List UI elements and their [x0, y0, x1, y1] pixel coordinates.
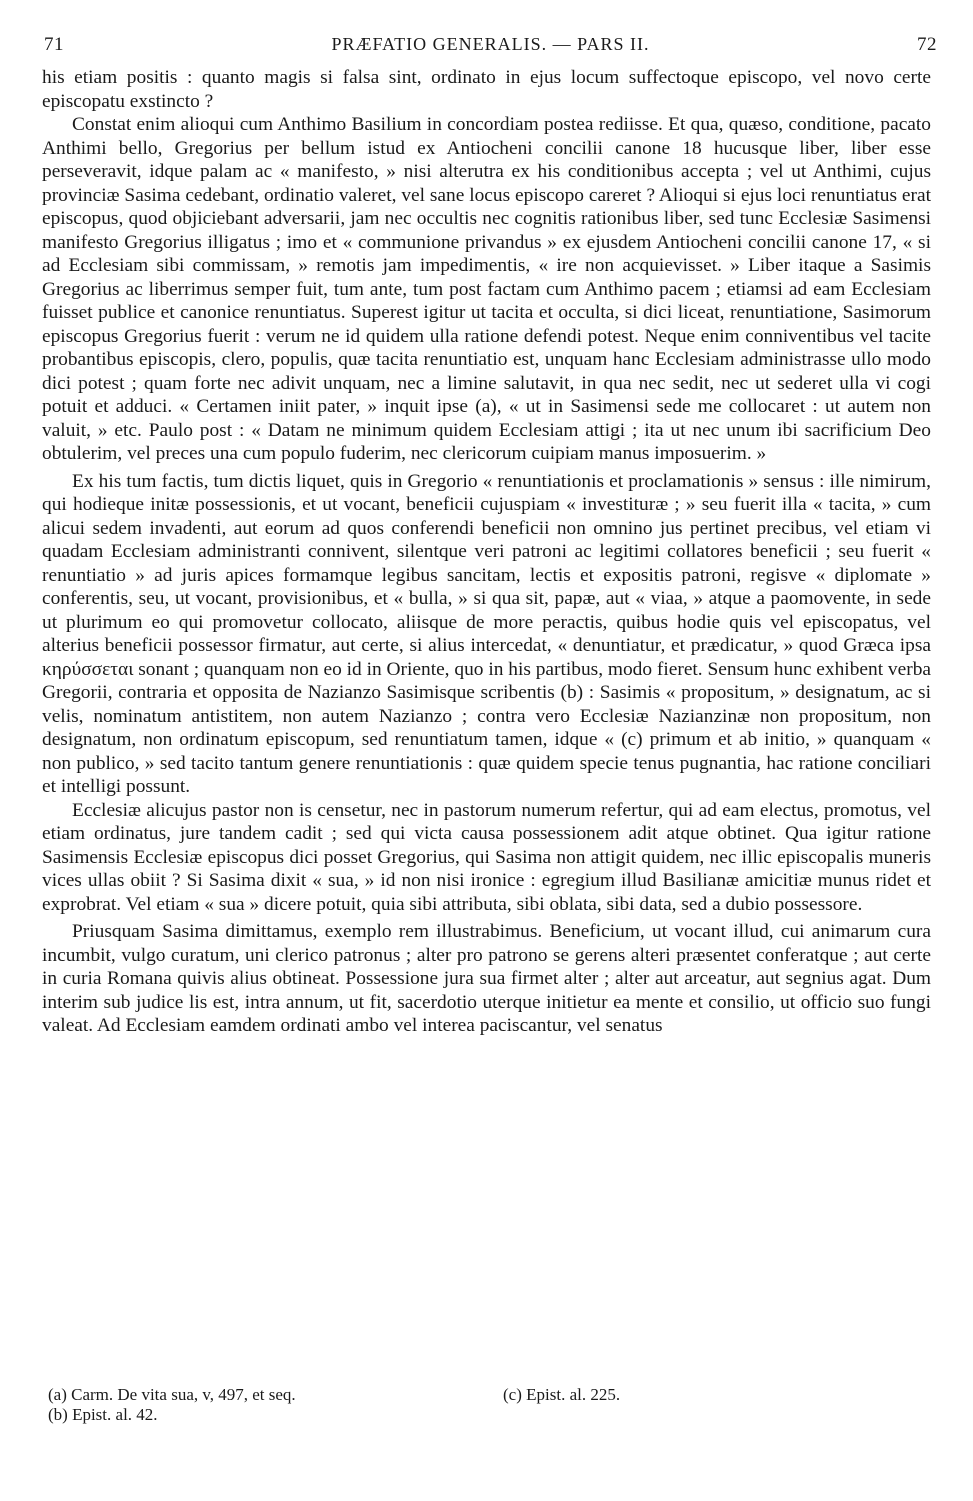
- footnote-c: (c) Epist. al. 225.: [503, 1385, 621, 1404]
- paragraph: Constat enim alioqui cum Anthimo Basilium in concordiam postea rediisse. Et qua, quæso, conditione, pacato Anthimi bello, Gregorius per bellum istud ex Antiocheni concilii canone 18 hucusque liber, liber esse perseveravit, idque palam ac « manifesto, » nisi alterutra ex his conditionibus accepta ; vel ut Anthimi, cujus provinciæ Sasima cedebant, ordinatio valeret, vel sane locus episcopo careret ? Alioqui si ejus loci renuntiatus erat episcopus, quod objiciebant adversarii, jam nec occultis nec cognitis rationibus liber, sed tunc Ecclesiæ Sasimensi manifesto Gregorius illigatus ; imo et « communione privandus » ex ejusdem Antiocheni concilii canone 17, « si ad Ecclesiam sibi commissam, » remotis jam impedimentis, « ire non acquievisset. » Liber itaque a Sasimis Gregorius ac liberrimus semper fuit, tum ante, tum post factam cum Anthimo pacem ; etiamsi ad eam Ecclesiam fuisset publice et canonice renuntiatus. Superest igitur ut tacita et occulta, si dici liceat, renuntiatione, Sasimorum episcopus Gregorius fuerit : verum ne id quidem ulla ratione defendi potest. Neque enim conniventibus vel tacite probantibus episcopis, clero, populis, quæ tacita renuntiatio est, unquam hanc Ecclesiam administrasse ullo modo dici potest ; quam forte nec adivit unquam, nec a limine salutavit, in qua nec sedit, nec ut sederet ulla vi cogi potuit et adduci. « Certamen iniit pater, » inquit ipse (a), « ut in Sasimensi sede me collocaret : ut autem non valuit, » etc. Paulo post : « Datam ne minimum quidem Ecclesiam attigi ; ita ut nec unum ibi sacrificium Deo obtulerim, vel preces una cum populo fuderim, nec clericorum cuipiam manus imposuerim. »: [42, 114, 931, 464]
- paragraph: Ecclesiæ alicujus pastor non is censetur, nec in pastorum numerum refertur, qui ad eam electus, promotus, vel etiam ordinatus, jure tandem cadit ; sed qui victa causa possessionem adit atque obtinet. Qua igitur ratione Sasimensis Ecclesiæ episcopus dici posset Gregorius, qui Sasima non attigit quidem, nec illic episcopalis muneris vices ullas obiit ? Si Sasima dixit « sua, » id non nisi ironice : egregium illud Basilianæ amicitiæ munus ridet et exprobrat. Vel etiam « sua » dicere potuit, quia sibi attributa, sibi oblata, sibi data, sed a dubio possessore.: [42, 799, 931, 915]
- page-number-right: 72: [916, 34, 937, 55]
- running-head: [44, 34, 937, 58]
- running-title: PRÆFATIO GENERALIS. — PARS II.: [331, 34, 650, 54]
- body-text: [42, 66, 931, 1038]
- footnotes: [48, 1385, 931, 1425]
- paragraph: Priusquam Sasima dimittamus, exemplo rem illustrabimus. Beneficium, ut vocant illud, cui animarum cura incumbit, vulgo curatum, uni clerico patronus ; alter pro patrono se gerens alteri præsentet conferatque ; aut certe in curia Romana quivis alius obtineat. Possessione jura sua firmet alter ; alter aut arceatur, aut segnius agat. Dum interim sub judice lis est, intra annum, ut fit, sacerdotio uterque initietur ea mente et consilio, ut officio suo fungi valeat. Ad Ecclesiam eamdem ordinati ambo vel interea paciscantur, vel senatus: [42, 921, 931, 1036]
- footnotes-right-column: [503, 1385, 931, 1425]
- paragraph: Ex his tum factis, tum dictis liquet, quis in Gregorio « renuntiationis et proclamationis » sensus : ille nimirum, qui hodieque initæ possessionis, et ut vocant, beneficii cujuspiam « investituræ ; » seu fuerit illa « tacita, » cum alicui sedem invadenti, aut eorum ad quos conferendi beneficii non omnino jus pertinet precibus, vel etiam vi quadam Ecclesiam administranti connivent, silentque veri patroni ac legitimi collatores beneficii ; seu fuerit « renuntiatio » ad juris apices formamque legibus sancitam, lectis et expositis patroni, regisve « diplomate » conferentis, seu, ut vocant, provisionibus, et « bulla, » si qua sit, papæ, aut « viaa, » atque a paomovente, in sede ut plurimum eo qui promovetur collocato, aliisque de more peractis, quibus hodie quis vel episcopatus, vel alterius beneficii possessor firmatur, aut certe, si alius intercedat, « denuntiatur, et prædicatur, » quod Græca ipsa κηρύσσεται sonant ; quanquam non eo id in Oriente, quo in his partibus, modo fieret. Sensum hunc exhibent verba Gregorii, contraria et opposita de Nazianzo Sasimisque scribentis (b) : Sasimis « propositum, » designatum, ac si velis, nominatum antistitem, non autem Nazianzo ; contra vero Ecclesiæ Nazianzinæ non propositum, non designatum, non ordinatum episcopum, sed renuntiatum tamen, idque « (c) primum et ab initio, » quanquam « non publico, » sed tacito tantum genere renuntiationis : quæ quidem specie tenus pugnantia, hac ratione conciliari et intelligi possunt.: [42, 470, 931, 797]
- paragraph-continued: his etiam positis : quanto magis si falsa sint, ordinato in ejus locum suffectoque episcopo, vel novo certe episcopatu exstincto ?: [42, 67, 931, 112]
- page-number-left: 71: [44, 34, 64, 55]
- footnotes-left-column: [48, 1385, 503, 1425]
- footnote-a: (a) Carm. De vita sua, v, 497, et seq.: [48, 1385, 296, 1404]
- footnote-b: (b) Epist. al. 42.: [48, 1405, 158, 1424]
